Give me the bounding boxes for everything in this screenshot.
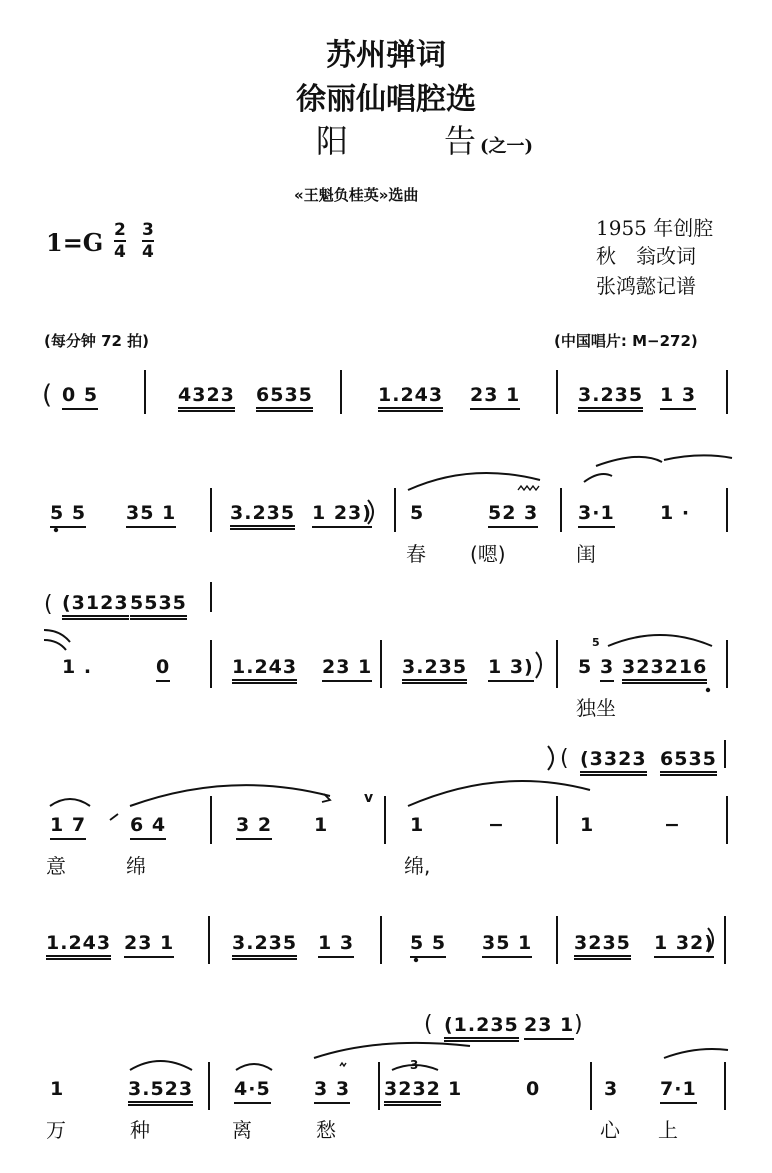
lyric: 上 (658, 1118, 678, 1142)
note: ) (574, 1012, 584, 1037)
title-main: 阳 告 (316, 122, 477, 160)
lyric: 绵, (404, 854, 431, 878)
note: 6 4 (130, 814, 166, 840)
note: (3323 (580, 748, 647, 776)
lyric: 春 (406, 542, 426, 566)
credit-year: 1955 年创腔 (596, 216, 714, 240)
lyric: 独坐 (576, 696, 616, 720)
lyric: 离 (232, 1118, 252, 1142)
slur (130, 1061, 192, 1070)
note: 23 1 (124, 932, 174, 958)
lyric: (嗯) (470, 542, 506, 566)
slur (314, 1043, 470, 1058)
tempo: (每分钟 72 拍) (44, 332, 150, 350)
time-sig-2-num: 3 (142, 220, 154, 240)
dot-below (54, 528, 58, 532)
note: 1 3) (488, 656, 534, 682)
time-sig-1-den: 4 (114, 242, 126, 262)
note: ( (560, 746, 570, 771)
note: 3·1 (578, 502, 615, 528)
note: ( (44, 592, 54, 617)
close-paren (368, 500, 373, 524)
note: 5 (410, 502, 425, 524)
title-line-1: 苏州弹词 (326, 38, 446, 73)
note: 23 1 (470, 384, 520, 410)
note: ( (42, 380, 54, 410)
note: (1.235 (444, 1014, 519, 1042)
breath-mark: v (364, 790, 374, 806)
note: 1 (314, 814, 329, 836)
slur (236, 1064, 272, 1070)
lyric: 绵 (126, 854, 146, 878)
lyric: 种 (130, 1118, 150, 1142)
tuplet-mark: 3 (410, 1058, 419, 1072)
note: 5 5 (410, 932, 446, 958)
note: 3232 (384, 1078, 441, 1106)
note: 1 7 (50, 814, 86, 840)
note: 35 1 (482, 932, 532, 958)
slur (408, 781, 590, 806)
note: 1 (580, 814, 595, 836)
credit-score: 张鸿懿记谱 (596, 274, 696, 298)
note: 3.235 (232, 932, 297, 960)
note: 1 32) (654, 932, 714, 958)
note: 3.523 (128, 1078, 193, 1106)
time-sig-2-den: 4 (142, 242, 154, 262)
note: ( (424, 1012, 434, 1037)
note: − (488, 814, 505, 836)
note: 1 (410, 814, 425, 836)
lyric: 闺 (576, 542, 596, 566)
mordent-mark (340, 1063, 346, 1066)
note: (3123 (62, 592, 129, 620)
note: 3 3 (314, 1078, 350, 1104)
note: 1 (50, 1078, 65, 1100)
lyric: 心 (600, 1118, 620, 1142)
note: 6535 (256, 384, 313, 412)
note: 1.243 (46, 932, 111, 960)
note: 52 3 (488, 502, 538, 528)
slide-mark (110, 814, 118, 820)
close-paren (536, 652, 541, 678)
note: − (664, 814, 681, 836)
slur (50, 799, 90, 806)
note: 5 (578, 656, 593, 678)
note: 3.235 (578, 384, 643, 412)
note: 1 . (62, 656, 93, 678)
note: 3.235 (402, 656, 467, 684)
record-number: (中国唱片: M−272) (554, 332, 698, 350)
lyric: 意 (46, 854, 66, 878)
title-sub: (之一) (480, 136, 534, 157)
close-paren (548, 746, 553, 770)
note: 0 (156, 656, 170, 682)
note: 3 2 (236, 814, 272, 840)
note: 1 23) (312, 502, 372, 528)
note: 4·5 (234, 1078, 271, 1104)
note: 1 3 (660, 384, 696, 410)
note: 4323 (178, 384, 235, 412)
note: 3235 (574, 932, 631, 960)
slur (608, 635, 712, 646)
note: 1 · (660, 502, 691, 524)
dot-below (706, 688, 710, 692)
slur (584, 474, 612, 482)
subtitle: «王魁负桂英»选曲 (294, 186, 419, 204)
note: 1.243 (232, 656, 297, 684)
note: 23 1 (322, 656, 372, 682)
note: 0 (526, 1078, 541, 1100)
note: 6535 (660, 748, 717, 776)
note: 3.235 (230, 502, 295, 530)
note: 5535 (130, 592, 187, 620)
slur (130, 785, 330, 806)
slur (44, 640, 66, 650)
note: 1 3 (318, 932, 354, 958)
trill-mark (518, 486, 539, 490)
note: 23 1 (524, 1014, 574, 1040)
credit-lyrics: 秋 翁改词 (596, 244, 696, 268)
close-paren (708, 928, 713, 952)
note: 1 (448, 1078, 463, 1100)
note: 0 5 (62, 384, 98, 410)
key-signature: 1=G (46, 228, 104, 257)
note: 5 5 (50, 502, 86, 528)
title-line-2: 徐丽仙唱腔选 (296, 82, 476, 117)
slur (596, 457, 662, 466)
lyric: 万 (46, 1118, 66, 1142)
note: 7·1 (660, 1078, 697, 1104)
slur (392, 1065, 438, 1070)
note: 1.243 (378, 384, 443, 412)
dot-below (414, 958, 418, 962)
time-sig-1-num: 2 (114, 220, 126, 240)
grace-note: 5 (592, 636, 600, 649)
note: 323216 (622, 656, 707, 684)
lyric: 愁 (316, 1118, 336, 1142)
note: 35 1 (126, 502, 176, 528)
note: 3 (604, 1078, 619, 1100)
slur (664, 455, 732, 460)
slur (664, 1049, 728, 1058)
note: 3 (600, 656, 614, 682)
